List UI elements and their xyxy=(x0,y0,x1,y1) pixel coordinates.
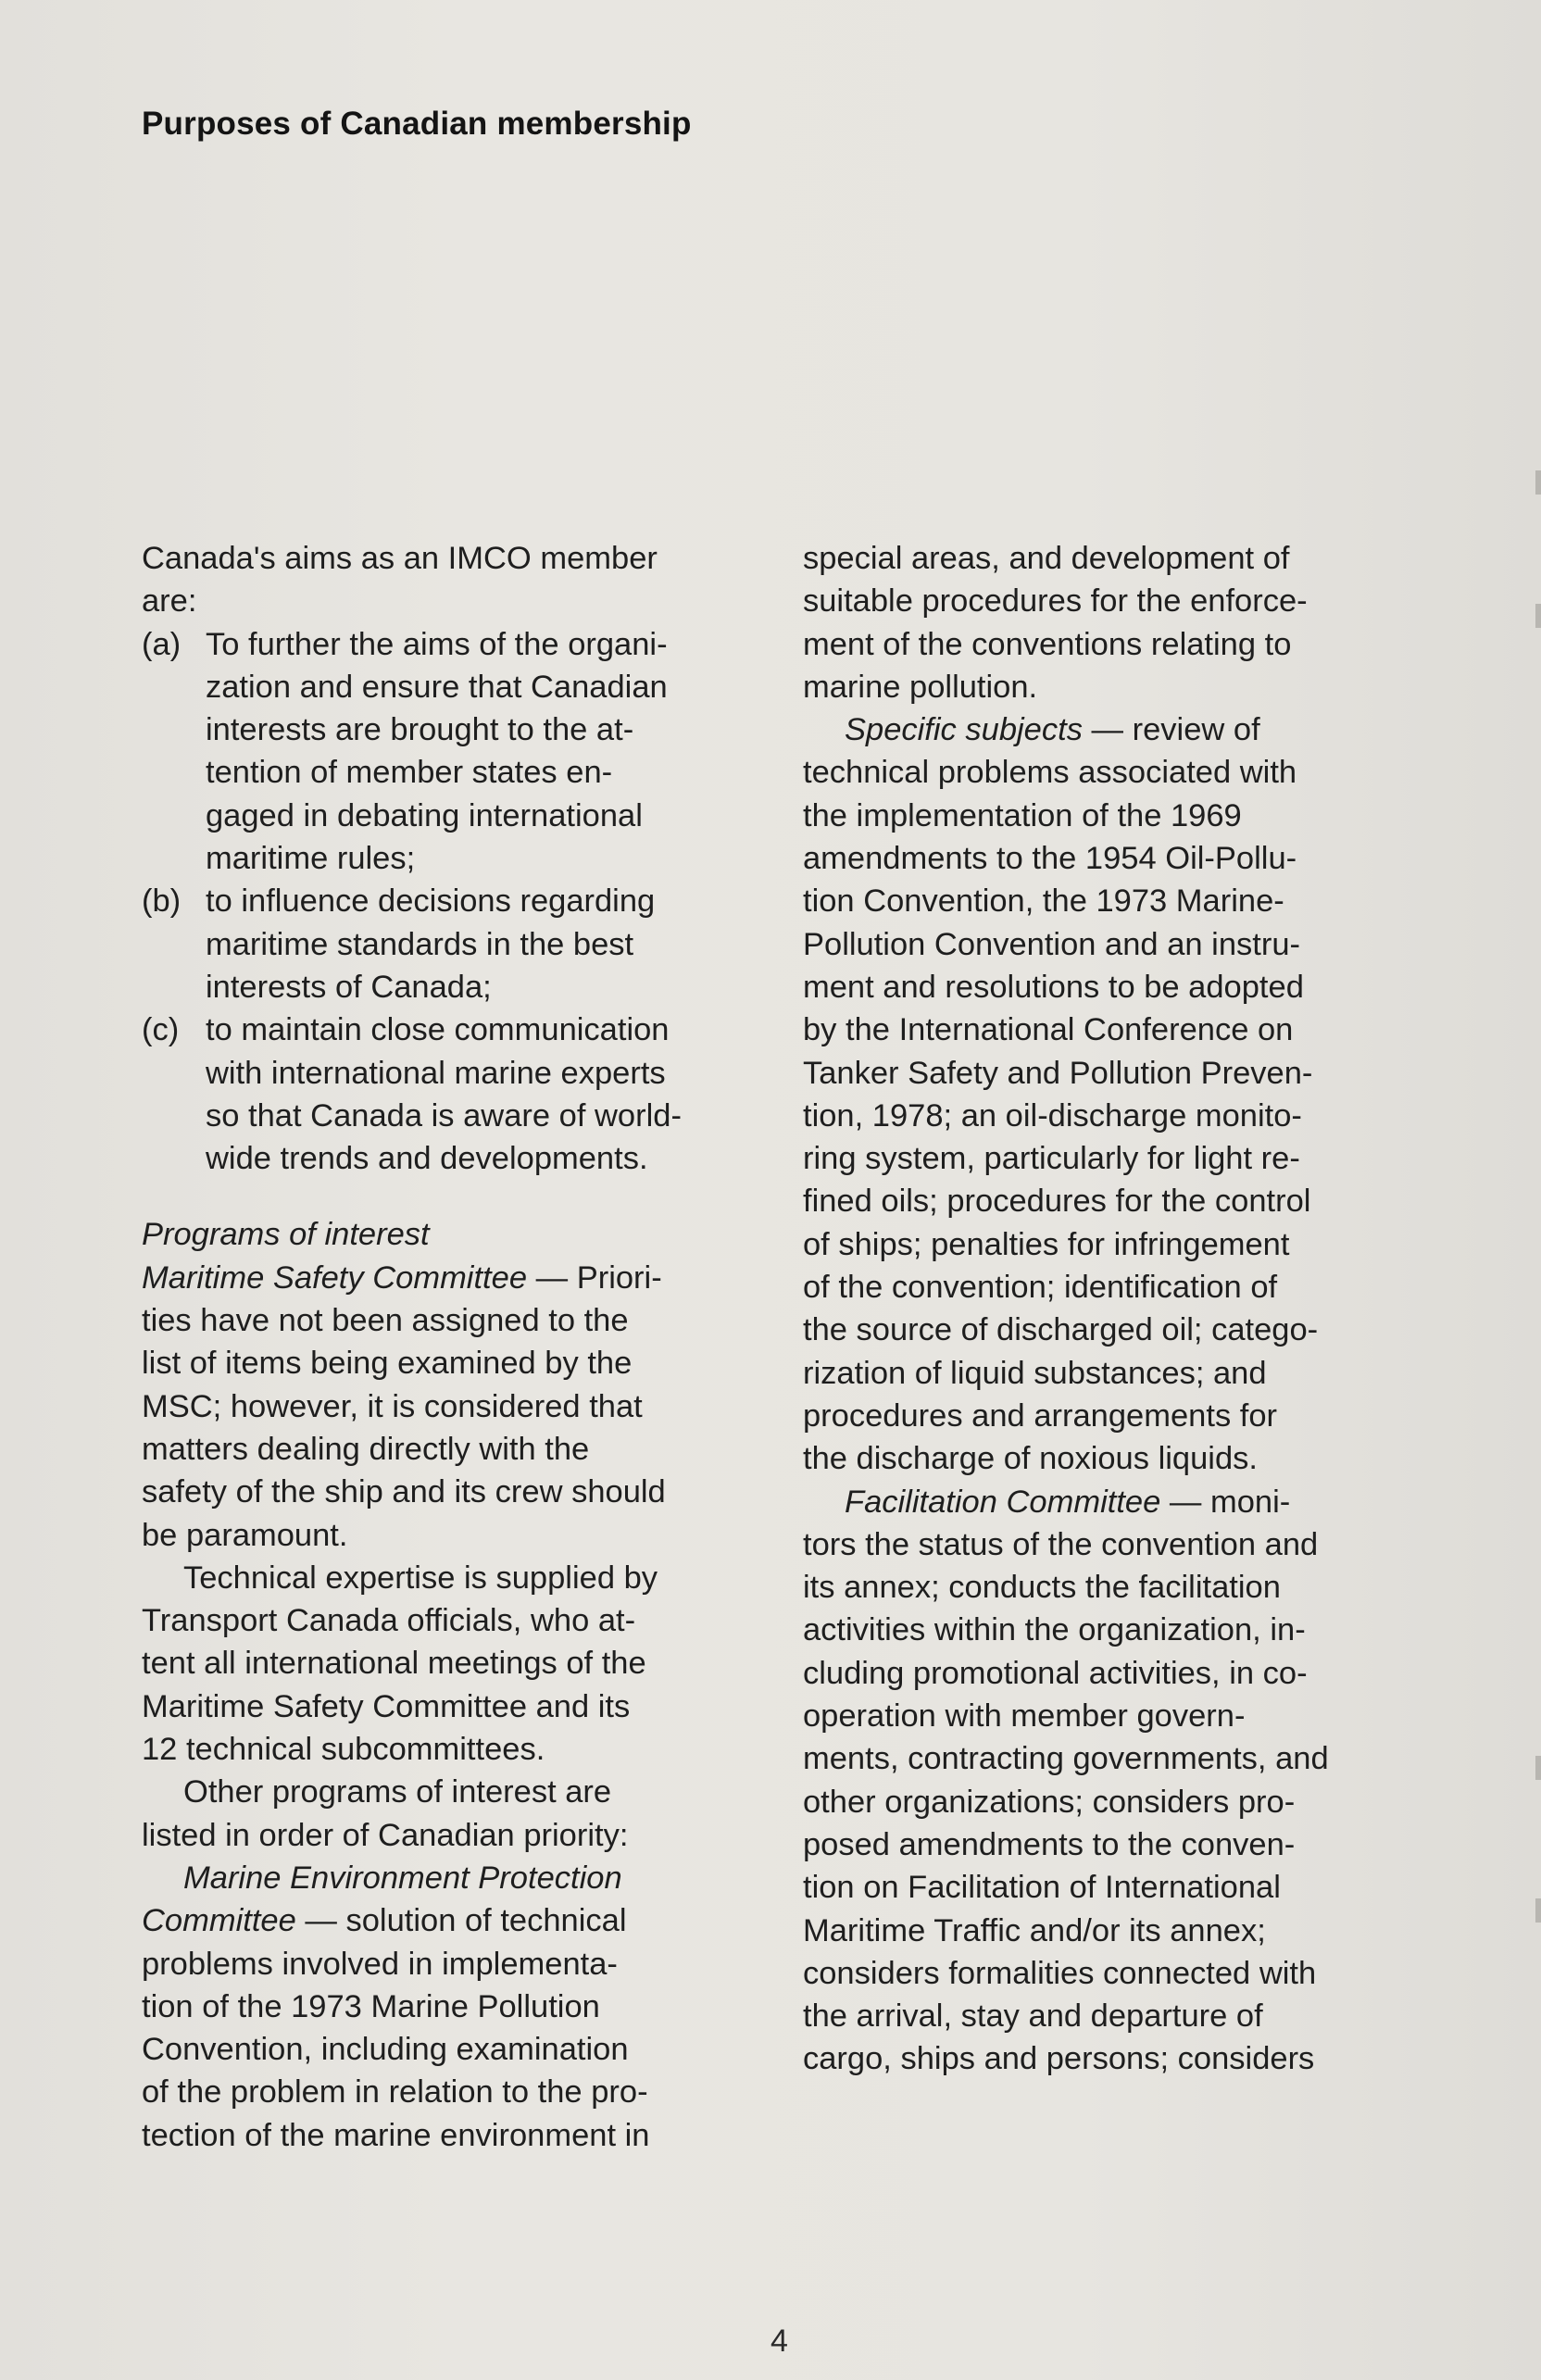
mepc-title-end: Committee xyxy=(142,1903,296,1939)
text-line: interests of Canada; xyxy=(206,969,492,1005)
text-line: amendments to the 1954 Oil-Pollu- xyxy=(803,841,1297,877)
text-line: tention of member states en- xyxy=(206,755,613,791)
facilitation-paragraph-start xyxy=(803,1481,1433,1523)
text-run: — solution of technical xyxy=(295,1903,627,1939)
list-label-a: (a) xyxy=(142,626,182,662)
text-line: to maintain close communication xyxy=(206,1012,670,1048)
text-line: safety of the ship and its crew should xyxy=(142,1474,666,1510)
text-line: so that Canada is aware of world- xyxy=(206,1097,682,1134)
text-line: ring system, particularly for light re- xyxy=(803,1141,1300,1177)
text-line: Maritime Safety Committee and its xyxy=(142,1688,631,1724)
facilitation-title: Facilitation Committee xyxy=(845,1484,1161,1520)
text-line: posed amendments to the conven- xyxy=(803,1826,1296,1862)
list-item-c xyxy=(142,1008,771,1051)
text-run: — Priori- xyxy=(527,1259,662,1296)
list-item-b xyxy=(142,880,771,922)
text-line: maritime rules; xyxy=(206,841,416,877)
text-line: special areas, and development of xyxy=(803,541,1290,576)
text-line: ments, contracting governments, and xyxy=(803,1741,1329,1777)
text-line: of the problem in relation to the pro- xyxy=(142,2074,648,2111)
text-line: to influence decisions regarding xyxy=(206,883,656,920)
binding-edge-mark xyxy=(1535,470,1541,495)
text-line: the arrival, stay and departure of xyxy=(803,1998,1263,2035)
text-line: tection of the marine environment in xyxy=(142,2117,650,2153)
left-column xyxy=(142,537,771,2157)
text-line: considers formalities connected with xyxy=(803,1955,1317,1991)
text-line: To further the aims of the organi- xyxy=(206,626,668,662)
mepc-title: Marine Environment Protection xyxy=(183,1860,622,1896)
text-line: tion of the 1973 Marine Pollution xyxy=(142,1988,600,2024)
binding-edge-mark xyxy=(1535,1898,1541,1923)
text-line: its annex; conducts the facilitation xyxy=(803,1570,1281,1606)
text-line: rization of liquid substances; and xyxy=(803,1355,1267,1391)
text-line: with international marine experts xyxy=(206,1055,666,1091)
text-line: 12 technical subcommittees. xyxy=(142,1732,545,1768)
text-line: tion, 1978; an oil-discharge monito- xyxy=(803,1097,1302,1134)
text-line: marine pollution. xyxy=(803,669,1038,705)
text-line: tion Convention, the 1973 Marine- xyxy=(803,883,1284,920)
text-line: of ships; penalties for infringement xyxy=(803,1226,1290,1262)
binding-edge-mark xyxy=(1535,604,1541,628)
text-line: cargo, ships and persons; considers xyxy=(803,2041,1315,2077)
text-line: tors the status of the convention and xyxy=(803,1526,1319,1562)
mepc-paragraph-start xyxy=(142,1899,771,1942)
text-line: Canada's aims as an IMCO member xyxy=(142,541,658,576)
list-label-c: (c) xyxy=(142,1012,180,1048)
list-item-a xyxy=(142,623,771,666)
text-line: of the convention; identification of xyxy=(803,1270,1278,1306)
text-line: Convention, including examination xyxy=(142,2032,629,2068)
specific-paragraph-start xyxy=(803,708,1433,751)
text-line: suitable procedures for the enforce- xyxy=(803,583,1308,620)
text-line: other organizations; considers pro- xyxy=(803,1784,1296,1820)
text-line: maritime standards in the best xyxy=(206,926,634,962)
section-heading: Purposes of Canadian membership xyxy=(142,106,692,142)
text-line: list of items being examined by the xyxy=(142,1346,633,1382)
text-line: listed in order of Canadian priority: xyxy=(142,1817,629,1853)
text-line: operation with member govern- xyxy=(803,1698,1246,1735)
msc-paragraph-start xyxy=(142,1257,771,1299)
msc-title: Maritime Safety Committee xyxy=(142,1259,528,1296)
text-line: Transport Canada officials, who at- xyxy=(142,1603,636,1639)
text-line: procedures and arrangements for xyxy=(803,1397,1278,1434)
text-line: ment of the conventions relating to xyxy=(803,626,1292,662)
text-line: MSC; however, it is considered that xyxy=(142,1388,643,1424)
page-number: 4 xyxy=(770,2324,788,2359)
text-line: the implementation of the 1969 xyxy=(803,797,1242,833)
text-line: cluding promotional activities, in co- xyxy=(803,1655,1308,1691)
text-line: technical problems associated with xyxy=(803,755,1297,791)
text-line: Technical expertise is supplied by xyxy=(183,1560,658,1596)
text-line: by the International Conference on xyxy=(803,1012,1294,1048)
text-line: tent all international meetings of the xyxy=(142,1646,646,1682)
text-line: Maritime Traffic and/or its annex; xyxy=(803,1912,1266,1948)
text-line: the discharge of noxious liquids. xyxy=(803,1441,1258,1477)
spacer xyxy=(142,1180,771,1213)
text-line: be paramount. xyxy=(142,1517,348,1553)
text-line: activities within the organization, in- xyxy=(803,1612,1306,1648)
text-line: gaged in debating international xyxy=(206,797,643,833)
text-line: the source of discharged oil; catego- xyxy=(803,1312,1319,1348)
text-line: fined oils; procedures for the control xyxy=(803,1184,1311,1220)
right-column xyxy=(803,537,1433,2081)
text-line: ties have not been assigned to the xyxy=(142,1303,629,1339)
programs-subheading: Programs of interest xyxy=(142,1217,430,1253)
text-line: are: xyxy=(142,583,197,620)
text-run: — moni- xyxy=(1160,1484,1291,1520)
text-line: interests are brought to the at- xyxy=(206,712,634,748)
text-line: wide trends and developments. xyxy=(206,1141,648,1177)
text-line: Tanker Safety and Pollution Preven- xyxy=(803,1055,1313,1091)
specific-title: Specific subjects xyxy=(845,712,1083,748)
text-line: ment and resolutions to be adopted xyxy=(803,969,1304,1005)
text-line: matters dealing directly with the xyxy=(142,1431,590,1467)
text-run: — review of xyxy=(1082,712,1260,748)
text-line: problems involved in implementa- xyxy=(142,1946,618,1982)
binding-edge-mark xyxy=(1535,1756,1541,1780)
list-label-b: (b) xyxy=(142,883,182,920)
text-line: Pollution Convention and an instru- xyxy=(803,926,1301,962)
text-line: zation and ensure that Canadian xyxy=(206,669,668,705)
text-line: tion on Facilitation of International xyxy=(803,1870,1281,1906)
text-line: Other programs of interest are xyxy=(183,1774,612,1810)
